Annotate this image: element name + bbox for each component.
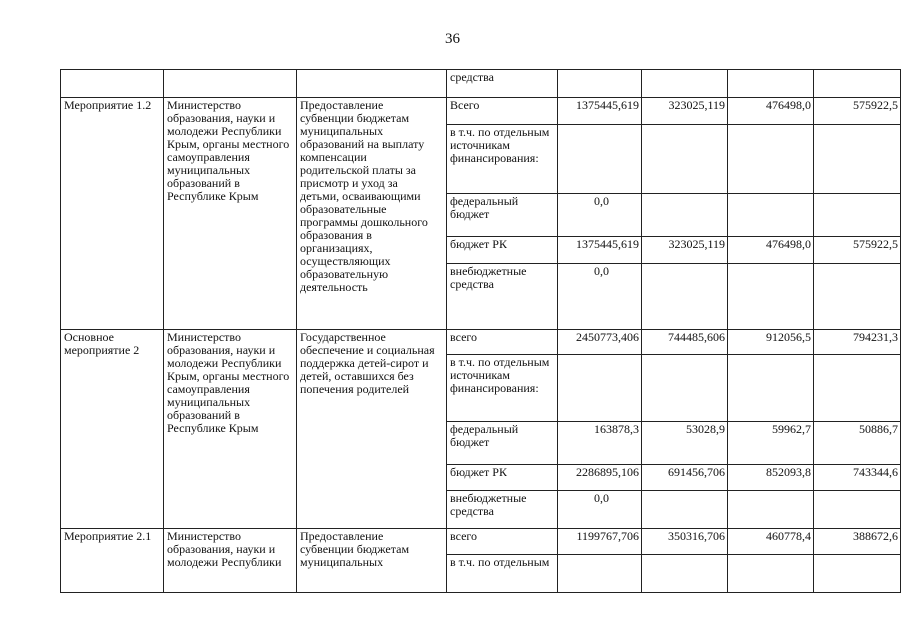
source-cell: внебюджетные средства [447,264,558,330]
cell-empty [164,70,297,98]
source-cell: бюджет РК [447,465,558,491]
continuation-row [61,70,901,98]
year3-cell [814,555,901,593]
cell-empty [297,70,447,98]
total-cell: 2450773,406 [558,330,642,355]
table-row [61,330,901,355]
year3-cell [814,125,901,194]
year3-cell [814,491,901,529]
year3-cell: 743344,6 [814,465,901,491]
year1-cell [642,194,728,237]
source-cell: в т.ч. по отдельным источникам финансирования: [447,355,558,422]
measure-name: Мероприятие 2.1 [61,529,164,593]
total-cell [558,555,642,593]
cell-empty [558,70,642,98]
source-cell: Всего [447,98,558,125]
cell-empty [814,70,901,98]
year2-cell [728,555,814,593]
description-cell: Предоставление субвенции бюджетам муниципальных [297,529,447,593]
year1-cell: 53028,9 [642,422,728,465]
year1-cell [642,491,728,529]
total-cell [558,125,642,194]
year2-cell: 476498,0 [728,98,814,125]
executor-cell: Министерство образования, науки и молодежи Республики Крым, органы местного самоуправления муниципальных образований в Республике Крым [164,330,297,529]
source-cell: всего [447,330,558,355]
description-cell: Государственное обеспечение и социальная поддержка детей-сирот и детей, оставшихся без попечения родителей [297,330,447,529]
total-cell: 1199767,706 [558,529,642,555]
year2-cell [728,355,814,422]
year1-cell [642,555,728,593]
executor-cell: Министерство образования, науки и молодежи Республики Крым, органы местного самоуправления муниципальных образований в Республике Крым [164,98,297,330]
total-cell: 2286895,106 [558,465,642,491]
total-cell: 0,0 [558,264,642,330]
source-cell: средства [447,70,558,98]
year3-cell: 794231,3 [814,330,901,355]
year1-cell: 350316,706 [642,529,728,555]
year2-cell [728,194,814,237]
total-cell: 0,0 [558,491,642,529]
year3-cell [814,264,901,330]
budget-table [60,69,901,593]
total-cell: 163878,3 [558,422,642,465]
source-cell: всего [447,529,558,555]
year3-cell: 575922,5 [814,98,901,125]
year2-cell: 460778,4 [728,529,814,555]
year1-cell [642,125,728,194]
year2-cell [728,125,814,194]
total-cell: 0,0 [558,194,642,237]
source-cell: федеральный бюджет [447,422,558,465]
total-cell: 1375445,619 [558,237,642,264]
year3-cell: 575922,5 [814,237,901,264]
description-cell: Предоставление субвенции бюджетам муниципальных образований на выплату компенсации родительской платы за присмотр и уход за детьми, осваивающими образовательные программы дошкольного образования в организациях, осуществляющих образовательную деятельность [297,98,447,330]
total-cell [558,355,642,422]
source-cell: федеральный бюджет [447,194,558,237]
page-number: 36 [445,31,460,47]
source-cell: в т.ч. по отдельным [447,555,558,593]
year1-cell: 691456,706 [642,465,728,491]
year1-cell: 323025,119 [642,98,728,125]
year2-cell [728,491,814,529]
cell-empty [642,70,728,98]
total-cell: 1375445,619 [558,98,642,125]
year2-cell: 912056,5 [728,330,814,355]
year2-cell [728,264,814,330]
cell-empty [728,70,814,98]
source-cell: внебюджетные средства [447,491,558,529]
cell-empty [61,70,164,98]
year2-cell: 59962,7 [728,422,814,465]
year1-cell [642,355,728,422]
table-row [61,98,901,125]
measure-name: Мероприятие 1.2 [61,98,164,330]
source-cell: в т.ч. по отдельным источникам финансирования: [447,125,558,194]
year1-cell [642,264,728,330]
year3-cell: 388672,6 [814,529,901,555]
year3-cell: 50886,7 [814,422,901,465]
year3-cell [814,355,901,422]
year1-cell: 744485,606 [642,330,728,355]
year2-cell: 476498,0 [728,237,814,264]
executor-cell: Министерство образования, науки и молодежи Республики [164,529,297,593]
year1-cell: 323025,119 [642,237,728,264]
year3-cell [814,194,901,237]
measure-name: Основное мероприятие 2 [61,330,164,529]
table-row [61,529,901,555]
year2-cell: 852093,8 [728,465,814,491]
source-cell: бюджет РК [447,237,558,264]
